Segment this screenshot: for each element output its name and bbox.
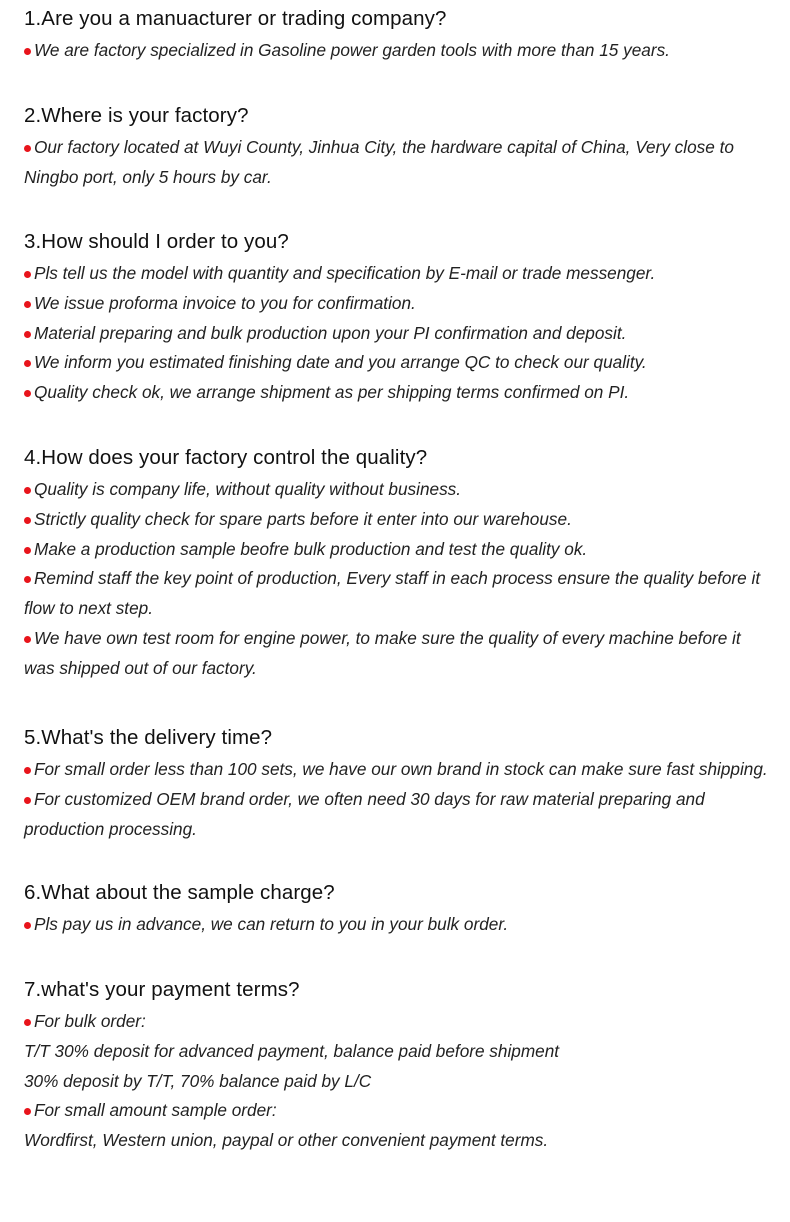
answer-line [24,1096,772,1126]
bullet-dot-icon [24,301,31,308]
bullet-dot-icon [24,271,31,278]
faq-section-2 [24,103,772,193]
bullet-dot-icon [24,331,31,338]
answer-line [24,133,772,193]
answer-line [24,910,772,940]
bullet-dot-icon [24,576,31,583]
question-heading: 5.What's the delivery time? [24,726,273,749]
answer-text: Remind staff the key point of production, Every staff in each process ensure the quality before it flow to next step. [24,568,761,619]
answer-line [24,535,772,565]
question-heading: 4.How does your factory control the quality? [24,446,428,469]
answer-line [24,289,772,319]
bullet-dot-icon [24,547,31,554]
bullet-dot-icon [24,487,31,494]
answer-line [24,505,772,535]
answer-text: We inform you estimated finishing date and you arrange QC to check our quality. [34,352,647,373]
answer-text: Quality is company life, without quality without business. [34,479,462,499]
answer-text: For small order less than 100 sets, we have our own brand in stock can make sure fast shipping. [34,759,768,779]
answer-line [24,348,772,378]
answer-text: We have own test room for engine power, to make sure the quality of every machine before it was shipped out of our factory. [24,627,741,678]
bullet-dot-icon [24,145,31,152]
answer-text: For customized OEM brand order, we often need 30 days for raw material preparing and production processing. [24,788,705,839]
answer-line [24,319,772,349]
answer-text: Strictly quality check for spare parts before it enter into our warehouse. [34,508,572,529]
question-heading: 2.Where is your factory? [24,104,249,127]
answer-line [24,564,772,624]
answer-text: Our factory located at Wuyi County, Jinhua City, the hardware capital of China, Very close to Ningbo port, only 5 hours by car. [24,137,734,187]
bullet-dot-icon [24,48,31,55]
answer-text: We are factory specialized in Gasoline power garden tools with more than 15 years. [34,40,670,60]
question-heading: 7.what's your payment terms? [24,978,300,1001]
answer-text: Material preparing and bulk production upon your PI confirmation and deposit. [34,322,627,343]
bullet-dot-icon [24,1108,31,1115]
answer-line [24,1037,772,1067]
faq-section-3 [24,229,772,408]
answer-line [24,475,772,505]
answer-text: Quality check ok, we arrange shipment as per shipping terms confirmed on PI. [34,382,630,403]
question-heading: 6.What about the sample charge? [24,881,335,904]
answer-line [24,259,772,289]
answer-text: For bulk order: [34,1011,146,1031]
bullet-dot-icon [24,360,31,367]
bullet-dot-icon [24,517,31,524]
faq-section-4 [24,445,772,684]
answer-line [24,624,772,684]
faq-section-6 [24,880,772,940]
faq-section-7 [24,977,772,1156]
bullet-dot-icon [24,636,31,643]
answer-text: Pls pay us in advance, we can return to you in your bulk order. [34,914,509,934]
answer-line [24,36,772,66]
answer-line [24,755,772,785]
answer-line [24,1007,772,1037]
answer-line [24,1067,772,1097]
bullet-dot-icon [24,922,31,929]
answer-line [24,378,772,408]
bullet-dot-icon [24,767,31,774]
answer-text: Make a production sample beofre bulk production and test the quality ok. [34,538,588,559]
faq-section-1 [24,6,772,66]
answer-text: We issue proforma invoice to you for confirmation. [34,292,416,313]
answer-text: Pls tell us the model with quantity and specification by E-mail or trade messenger. [34,263,656,283]
answer-text: Wordfirst, Western union, paypal or other convenient payment terms. [24,1130,549,1151]
answer-line [24,1126,772,1156]
answer-text: For small amount sample order: [34,1100,277,1121]
answer-line [24,785,772,845]
bullet-dot-icon [24,390,31,397]
answer-text: T/T 30% deposit for advanced payment, balance paid before shipment [24,1040,560,1061]
answer-text: 30% deposit by T/T, 70% balance paid by L/C [24,1070,372,1091]
faq-section-5 [24,725,772,844]
question-heading: 1.Are you a manuacturer or trading company? [24,7,447,30]
question-heading: 3.How should I order to you? [24,230,289,253]
bullet-dot-icon [24,797,31,804]
bullet-dot-icon [24,1019,31,1026]
